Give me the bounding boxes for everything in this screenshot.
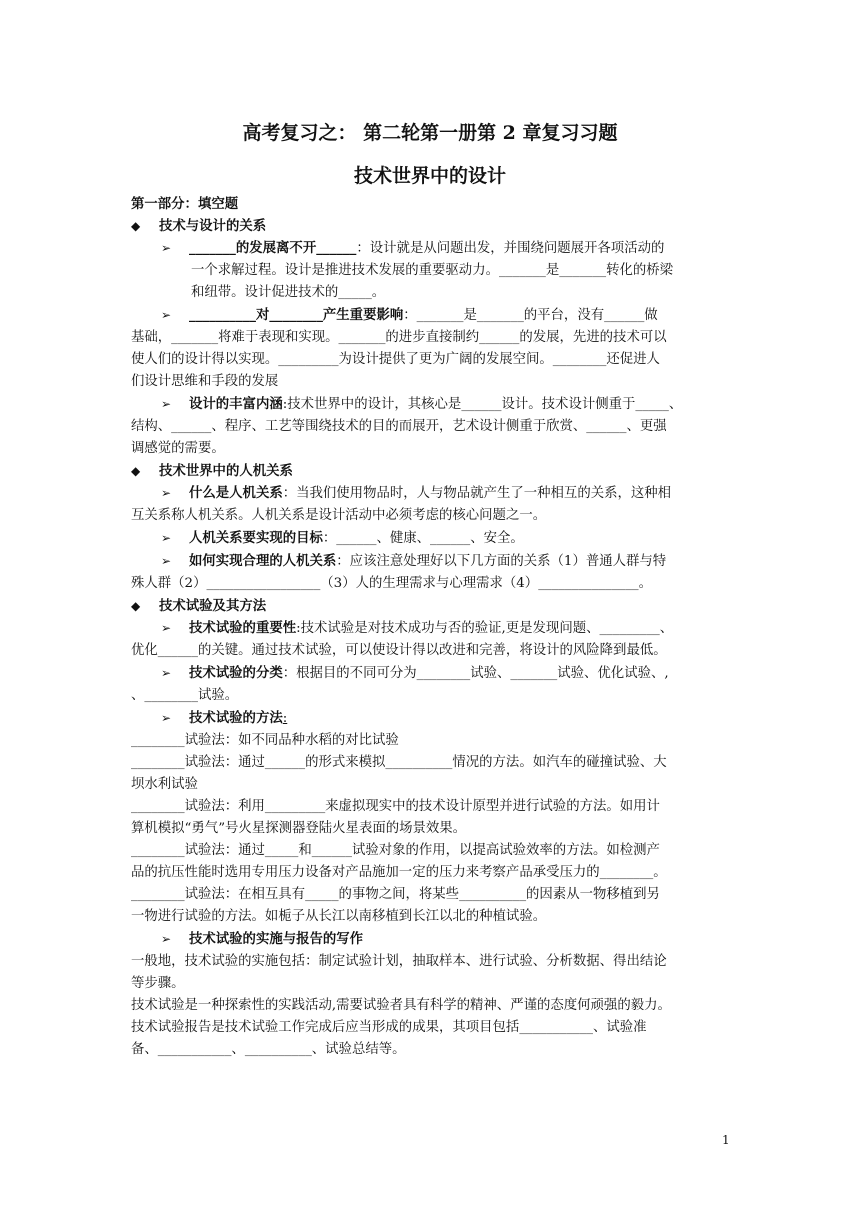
item-label: 设计的丰富内涵 [189, 396, 283, 412]
list-item [131, 550, 729, 573]
item-text: ：_______是_______的平台，没有______做 [403, 308, 658, 323]
item-text-line: 一个求解过程。设计是推进技术发展的重要驱动力。_______是_______转化的桥梁 [191, 263, 674, 278]
list-item [131, 662, 729, 685]
arrow-bullet-icon: ➢ [161, 531, 172, 545]
list-item [131, 617, 729, 640]
paragraph-line: 技术试验报告是技术试验工作完成后应当形成的成果，其项目包括___________、试验准 [131, 1020, 647, 1035]
item-text-line: 们设计思维和手段的发展 [131, 374, 279, 389]
arrow-bullet-icon: ➢ [161, 241, 172, 255]
diamond-bullet-icon: ◆ [131, 464, 141, 478]
section-title: 技术世界中的人机关系 [159, 463, 293, 479]
arrow-bullet-icon: ➢ [161, 666, 172, 680]
item-label: 技术试验的方法 [189, 710, 283, 726]
arrow-bullet-icon: ➢ [161, 308, 172, 322]
item-text-line: 和纽带。设计促进技术的_____。 [191, 285, 386, 300]
item-text: ：设计就是从问题出发，并围绕问题展开各项活动的 [356, 241, 665, 256]
item-text-line: 调感觉的需要。 [131, 441, 225, 456]
paragraph-line: 技术试验是一种探索性的实践活动,需要试验者具有科学的精神、严谨的态度何顽强的毅力。 [131, 998, 671, 1013]
paragraph-line: 等步骤。 [131, 976, 185, 991]
list-item [131, 707, 729, 730]
list-item [131, 237, 729, 260]
arrow-bullet-icon: ➢ [161, 486, 172, 500]
arrow-bullet-icon: ➢ [161, 397, 172, 411]
item-text-line: 、________试验。 [131, 688, 239, 703]
arrow-bullet-icon: ➢ [161, 621, 172, 635]
section-heading [131, 460, 729, 482]
diamond-bullet-icon: ◆ [131, 599, 141, 613]
method-line: 一物进行试验的方法。如栀子从长江以南移植到长江以北的种植试验。 [131, 909, 547, 924]
arrow-bullet-icon: ➢ [161, 932, 172, 946]
list-item [131, 482, 729, 505]
page-number: 1 [722, 1133, 730, 1147]
method-line: 算机模拟“勇气”号火星探测器登陆火星表面的场景效果。 [131, 821, 467, 836]
item-text: ：______、健康、______、安全。 [322, 531, 524, 546]
method-line: 品的抗压性能时选用专用压力设备对产品施加一定的压力来考察产品承受压力的________。 [131, 865, 667, 880]
list-item [131, 304, 729, 327]
item-label: 技术试验的实施与报告的写作 [189, 931, 364, 947]
method-line: ________试验法：利用_________来虚拟现实中的技术设计原型并进行试验的方法。如用计 [131, 799, 660, 814]
diamond-bullet-icon: ◆ [131, 219, 141, 233]
section-heading [131, 215, 729, 237]
item-text-line: 使人们的设计得以实现。_________为设计提供了更为广阔的发展空间。________还促进人 [131, 352, 660, 367]
item-label: _______的发展离不开______ [189, 240, 357, 256]
item-label: 技术试验的分类 [189, 665, 283, 681]
paragraph-line: 备、___________、__________、试验总结等。 [131, 1042, 406, 1057]
method-line: ________试验法：如不同品种水稻的对比试验 [131, 733, 399, 748]
item-text: :技术试验是对技术成功与否的验证,更是发现问题、_________、 [296, 621, 674, 636]
section-title: 技术与设计的关系 [159, 218, 267, 234]
item-text: ：应该注意处理好以下几方面的关系（1）普通人群与特 [336, 554, 667, 569]
item-text-line: 结构、______、程序、工艺等围绕技术的目的而展开，艺术设计侧重于欣赏、______、更强 [131, 419, 667, 434]
list-item [131, 393, 729, 416]
item-text-line: 优化______的关键。通过技术试验，可以使设计得以改进和完善，将设计的风险降到最低。 [131, 643, 667, 658]
item-label: 技术试验的重要性 [189, 620, 297, 636]
arrow-bullet-icon: ➢ [161, 554, 172, 568]
method-line: 坝水利试验 [131, 777, 198, 792]
list-item [131, 928, 729, 951]
section-title: 技术试验及其方法 [159, 598, 267, 614]
item-label: 人机关系要实现的目标 [189, 530, 323, 546]
item-label: __________对________产生重要影响 [189, 307, 404, 323]
paragraph-line: 一般地，技术试验的实施包括：制定试验计划，抽取样本、进行试验、分析数据、得出结论 [131, 954, 667, 969]
item-label: 如何实现合理的人机关系 [189, 553, 337, 569]
item-text-line: 互关系称人机关系。人机关系是设计活动中必须考虑的核心问题之一。 [131, 508, 547, 523]
list-item [131, 527, 729, 550]
item-label: 什么是人机关系 [189, 485, 283, 501]
item-text-line: 基础，_______将难于表现和实现。_______的进步直接制约______的发展，先进的技术可以 [131, 330, 667, 345]
item-text: : [282, 711, 288, 726]
method-line: ________试验法：通过______的形式来模拟__________情况的方法。如汽车的碰撞试验、大 [131, 755, 667, 770]
arrow-bullet-icon: ➢ [161, 711, 172, 725]
item-text: ：根据目的不同可分为________试验、_______试验、优化试验、, [282, 666, 669, 681]
item-text: ：当我们使用物品时，人与物品就产生了一种相互的关系，这种相 [282, 486, 672, 501]
document-title: 高考复习之： 第二轮第一册第 2 章复习习题 [242, 122, 618, 144]
method-line: ________试验法：通过_____和______试验对象的作用，以提高试验效率的方法。如检测产 [131, 843, 660, 858]
item-text: :技术世界中的设计，其核心是______设计。技术设计侧重于_____、 [282, 397, 683, 412]
item-text-line: 殊人群（2）_________________（3）人的生理需求与心理需求（4）_______________。 [131, 576, 653, 591]
document-body [131, 193, 729, 1061]
section-heading [131, 595, 729, 617]
document-subtitle: 技术世界中的设计 [353, 165, 506, 187]
method-line: ________试验法：在相互具有_____的事物之间，将某些__________的因素从一物移植到另 [131, 887, 660, 902]
part-heading: 第一部分：填空题 [131, 196, 239, 212]
